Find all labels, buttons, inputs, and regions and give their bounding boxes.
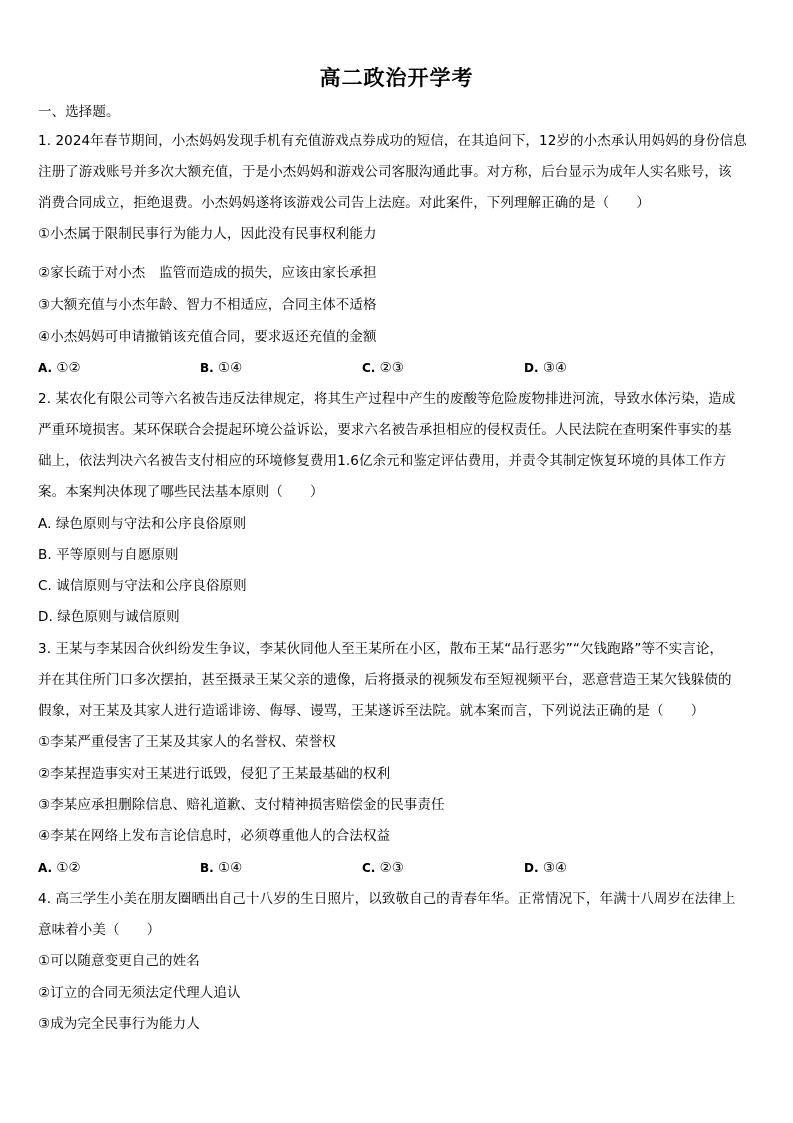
- q2-option-a[interactable]: A. 绿色原则与守法和公序良俗原则: [38, 516, 247, 532]
- q1-stem-line-2: 注册了游戏账号并多次大额充值，于是小杰妈妈和游戏公司客服沟通此事。对方称，后台显示为成年人实名账号，该: [38, 164, 732, 180]
- q3-statement-4: ④李某在网络上发布言论信息时，必须尊重他人的合法权益: [38, 828, 391, 844]
- page-title: 高二政治开学考: [319, 66, 474, 90]
- q1-stem-line-3: 消费合同成立，拒绝退费。小杰妈妈遂将该游戏公司告上法庭。对此案件，下列理解正确的是（ ）: [38, 195, 650, 211]
- q4-stem-line-1: 4. 高三学生小美在朋友圈晒出自己十八岁的生日照片，以致敬自己的青春年华。正常情况下，年满十八周岁在法律上: [38, 891, 736, 907]
- q3-statement-3: ③李某应承担删除信息、赔礼道歉、支付精神损害赔偿金的民事责任: [38, 797, 445, 813]
- q3-option-d[interactable]: D. ③④: [524, 860, 568, 876]
- q2-stem-line-1: 2. 某农化有限公司等六名被告违反法律规定，将其生产过程中产生的废酸等危险废物排进河流，导致水体污染，造成: [38, 391, 736, 407]
- q3-option-b[interactable]: B. ①④: [200, 860, 243, 876]
- q3-options: [38, 860, 758, 876]
- q1-statement-2: ②家长疏于对小杰 监管而造成的损失，应该由家长承担: [38, 265, 377, 281]
- q2-option-b[interactable]: B. 平等原则与自愿原则: [38, 547, 179, 563]
- q1-options: [38, 360, 758, 376]
- q3-option-a[interactable]: A. ①②: [38, 860, 81, 876]
- q3-statement-1: ①李某严重侵害了王某及其家人的名誉权、荣誉权: [38, 734, 336, 750]
- q4-statement-3: ③成为完全民事行为能力人: [38, 1016, 200, 1032]
- q2-stem-line-3: 础上，依法判决六名被告支付相应的环境修复费用1.6亿余元和鉴定评估费用，并责令其制定恢复环境的具体工作方: [38, 453, 727, 469]
- section-heading: 一、选择题。: [38, 104, 120, 120]
- q1-statement-1: ①小杰属于限制民事行为能力人，因此没有民事权利能力: [38, 226, 377, 242]
- q2-stem-line-4: 案。本案判决体现了哪些民法基本原则（ ）: [38, 484, 324, 500]
- q4-statement-1: ①可以随意变更自己的姓名: [38, 953, 200, 969]
- q1-option-a[interactable]: A. ①②: [38, 360, 81, 376]
- q2-stem-line-2: 严重环境损害。某环保联合会提起环境公益诉讼，要求六名被告承担相应的侵权责任。人民法院在查明案件事实的基: [38, 422, 732, 438]
- q1-option-b[interactable]: B. ①④: [200, 360, 243, 376]
- q4-statement-2: ②订立的合同无须法定代理人追认: [38, 985, 241, 1001]
- q1-statement-3: ③大额充值与小杰年龄、智力不相适应，合同主体不适格: [38, 297, 377, 313]
- q3-stem-line-1: 3. 王某与李某因合伙纠纷发生争议，李某伙同他人至王某所在小区，散布王某“品行恶劣”“欠钱跑路”等不实言论，: [38, 641, 724, 657]
- q2-option-d[interactable]: D. 绿色原则与诚信原则: [38, 609, 180, 625]
- q1-stem-line-1: 1. 2024年春节期间，小杰妈妈发现手机有充值游戏点券成功的短信，在其追问下，12岁的小杰承认用妈妈的身份信息: [38, 133, 747, 149]
- q3-stem-line-2: 并在其住所门口多次摆拍，甚至摄录王某父亲的遗像，后将摄录的视频发布至短视频平台，恶意营造王某欠钱躲债的: [38, 672, 732, 688]
- q4-stem-line-2: 意味着小美（ ）: [38, 922, 161, 938]
- q3-option-c[interactable]: C. ②③: [362, 860, 404, 876]
- q1-option-c[interactable]: C. ②③: [362, 360, 404, 376]
- q3-statement-2: ②李某捏造事实对王某进行诋毁，侵犯了王某最基础的权利: [38, 766, 391, 782]
- q3-stem-line-3: 假象，对王某及其家人进行造谣诽谤、侮辱、谩骂，王某遂诉至法院。就本案而言，下列说法正确的是（ ）: [38, 703, 705, 719]
- q2-option-c[interactable]: C. 诚信原则与守法和公序良俗原则: [38, 578, 247, 594]
- q1-statement-4: ④小杰妈妈可申请撤销该充值合同，要求返还充值的金额: [38, 329, 377, 345]
- q1-option-d[interactable]: D. ③④: [524, 360, 568, 376]
